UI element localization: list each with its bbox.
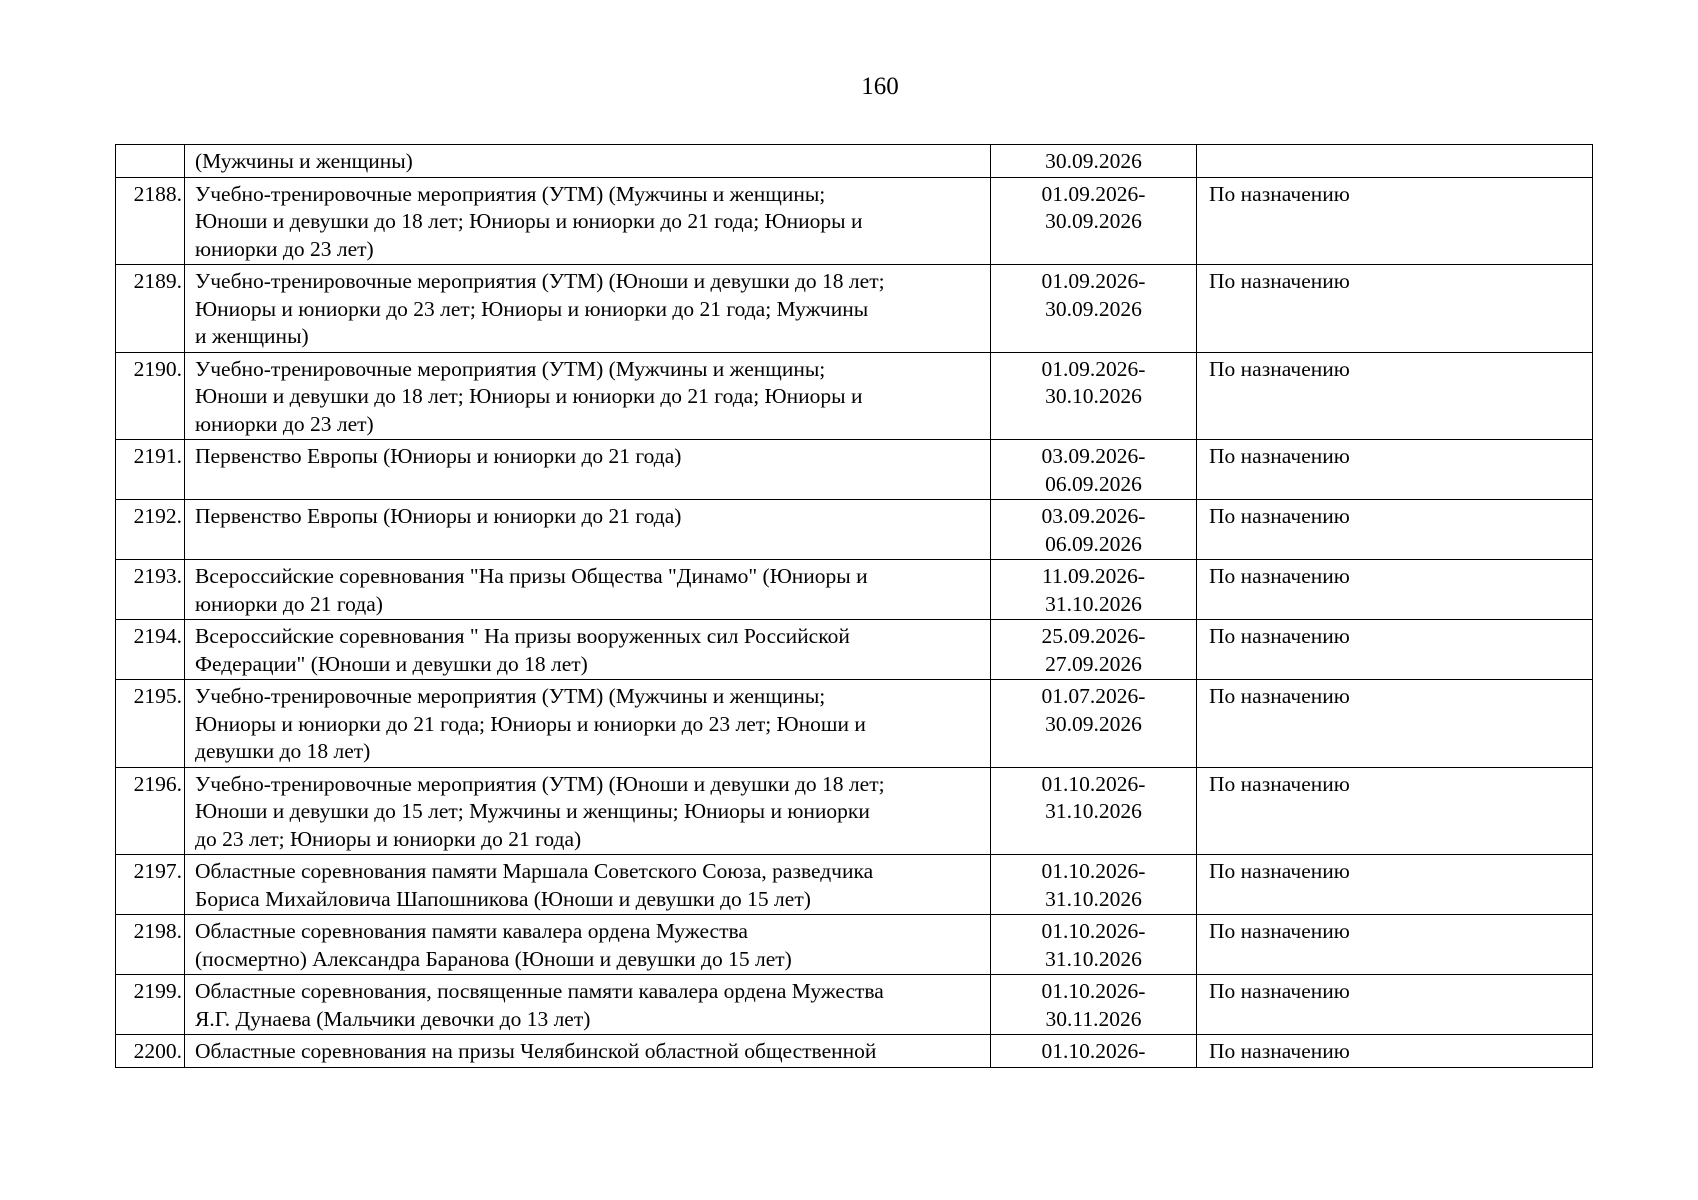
- row-number: 2190.: [116, 352, 185, 440]
- event-name-cell: [185, 560, 991, 620]
- date-start: 01.10.2026-: [1041, 771, 1146, 796]
- date-end: 06.09.2026: [1045, 471, 1142, 496]
- row-number: 2196.: [116, 767, 185, 855]
- event-assignment-cell: По назначению: [1197, 620, 1593, 680]
- table-row: [116, 560, 1593, 620]
- date-start: 11.09.2026-: [1041, 564, 1146, 588]
- event-name-cell: [185, 265, 991, 353]
- event-assignment-cell: По назначению: [1197, 177, 1593, 265]
- event-assignment-cell: По назначению: [1197, 560, 1593, 620]
- date-start: 01.07.2026-: [1041, 684, 1146, 708]
- event-name-line: Учебно-тренировочные мероприятия (УТМ) (Мужчины и женщины;: [195, 356, 826, 381]
- row-number: 2195.: [116, 680, 185, 768]
- event-assignment-cell: По назначению: [1197, 500, 1593, 560]
- event-name-cell: [185, 680, 991, 768]
- date-start: 30.09.2026: [1045, 149, 1142, 173]
- event-dates-cell: [991, 855, 1197, 915]
- page-number: 160: [861, 73, 899, 100]
- event-name-line: Первенство Европы (Юниоры и юниорки до 21 года): [195, 504, 682, 528]
- event-dates-cell: [991, 265, 1197, 353]
- event-dates-cell: [991, 440, 1197, 500]
- row-number: 2191.: [116, 440, 185, 500]
- event-name-line: Федерации" (Юноши и девушки до 18 лет): [195, 651, 588, 676]
- table-row: [116, 767, 1593, 855]
- date-start: 01.09.2026-: [1041, 269, 1146, 293]
- event-dates-cell: [991, 500, 1197, 560]
- event-name-cell: [185, 500, 991, 560]
- table-row: [116, 680, 1593, 768]
- table-row: [116, 915, 1593, 975]
- date-end: 30.09.2026: [1045, 711, 1142, 736]
- event-assignment-cell: По назначению: [1197, 915, 1593, 975]
- event-name-line: юниорки до 23 лет): [195, 236, 374, 261]
- event-dates-cell: [991, 560, 1197, 620]
- table-row: [116, 145, 1593, 178]
- date-end: 31.10.2026: [1045, 591, 1142, 616]
- row-number: 2198.: [116, 915, 185, 975]
- event-name-line: Учебно-тренировочные мероприятия (УТМ) (Мужчины и женщины;: [195, 181, 826, 206]
- event-name-line: юниорки до 23 лет): [195, 411, 374, 436]
- event-name-line: девушки до 18 лет): [195, 739, 371, 763]
- event-name-cell: [185, 440, 991, 500]
- event-dates-cell: [991, 680, 1197, 768]
- event-name-line: Всероссийские соревнования " На призы вооруженных сил Российской: [195, 624, 850, 648]
- date-start: 03.09.2026-: [1041, 504, 1146, 528]
- event-name-cell: [185, 975, 991, 1035]
- event-name-line: Юноши и девушки до 15 лет; Мужчины и женщины; Юниоры и юниорки: [195, 799, 870, 823]
- row-number: 2199.: [116, 975, 185, 1035]
- event-assignment-cell: По назначению: [1197, 440, 1593, 500]
- event-dates-cell: [991, 620, 1197, 680]
- row-number: 2192.: [116, 500, 185, 560]
- event-name-line: Областные соревнования, посвященные памяти кавалера ордена Мужества: [195, 979, 884, 1003]
- date-end: 31.10.2026: [1045, 946, 1142, 971]
- events-table: [115, 144, 1593, 1068]
- table-row: [116, 440, 1593, 500]
- event-assignment-cell: По назначению: [1197, 680, 1593, 768]
- event-assignment-cell: [1197, 145, 1593, 178]
- event-dates-cell: [991, 177, 1197, 265]
- row-number: 2194.: [116, 620, 185, 680]
- date-start: 01.10.2026-: [1041, 919, 1146, 943]
- event-name-line: Юноши и девушки до 18 лет; Юниоры и юниорки до 21 года; Юниоры и: [195, 209, 863, 233]
- date-end: 30.11.2026: [1045, 1006, 1142, 1031]
- table-row: [116, 855, 1593, 915]
- event-name-cell: [185, 915, 991, 975]
- event-name-line: Областные соревнования памяти кавалера ордена Мужества: [195, 919, 748, 943]
- event-assignment-cell: По назначению: [1197, 265, 1593, 353]
- date-end: 06.09.2026: [1045, 531, 1142, 556]
- table-row: [116, 1035, 1593, 1068]
- event-name-line: Я.Г. Дунаева (Мальчики девочки до 13 лет): [195, 1006, 591, 1031]
- event-name-line: Областные соревнования памяти Маршала Советского Союза, разведчика: [195, 859, 874, 883]
- table-row: [116, 620, 1593, 680]
- event-name-cell: [185, 352, 991, 440]
- event-name-line: Юниоры и юниорки до 21 года; Юниоры и юниорки до 23 лет; Юноши и: [195, 711, 866, 736]
- date-end: 31.10.2026: [1045, 886, 1142, 911]
- row-number: 2197.: [116, 855, 185, 915]
- date-start: 01.10.2026-: [1041, 1039, 1146, 1063]
- event-name-cell: [185, 145, 991, 178]
- event-assignment-cell: По назначению: [1197, 767, 1593, 855]
- date-start: 01.10.2026-: [1041, 859, 1146, 883]
- row-number: 2189.: [116, 265, 185, 353]
- event-name-line: и женщины): [195, 324, 309, 348]
- event-name-line: юниорки до 21 года): [195, 591, 383, 616]
- event-name-cell: [185, 620, 991, 680]
- events-table-body: [116, 145, 1593, 1068]
- event-assignment-cell: По назначению: [1197, 1035, 1593, 1068]
- event-name-line: Учебно-тренировочные мероприятия (УТМ) (Мужчины и женщины;: [195, 684, 826, 708]
- event-dates-cell: [991, 915, 1197, 975]
- table-row: [116, 352, 1593, 440]
- event-dates-cell: [991, 145, 1197, 178]
- date-start: 01.10.2026-: [1041, 979, 1146, 1003]
- date-end: 30.09.2026: [1045, 296, 1142, 321]
- event-name-line: (Мужчины и женщины): [195, 149, 413, 173]
- event-name-cell: [185, 177, 991, 265]
- event-name-line: Юноши и девушки до 18 лет; Юниоры и юниорки до 21 года; Юниоры и: [195, 384, 863, 408]
- event-name-line: Первенство Европы (Юниоры и юниорки до 21 года): [195, 444, 682, 468]
- event-name-line: Юниоры и юниорки до 23 лет; Юниоры и юниорки до 21 года; Мужчины: [195, 296, 869, 321]
- event-name-cell: [185, 855, 991, 915]
- table-row: [116, 177, 1593, 265]
- row-number: 2200.: [116, 1035, 185, 1068]
- row-number: 2193.: [116, 560, 185, 620]
- event-name-cell: [185, 1035, 991, 1068]
- event-assignment-cell: По назначению: [1197, 855, 1593, 915]
- table-row: [116, 265, 1593, 353]
- date-start: 01.09.2026-: [1041, 181, 1146, 206]
- row-number: 2188.: [116, 177, 185, 265]
- table-row: [116, 500, 1593, 560]
- date-start: 25.09.2026-: [1041, 624, 1146, 648]
- date-end: 31.10.2026: [1045, 799, 1142, 823]
- date-start: 01.09.2026-: [1041, 356, 1146, 381]
- event-dates-cell: [991, 975, 1197, 1035]
- event-name-line: до 23 лет; Юниоры и юниорки до 21 года): [195, 826, 582, 851]
- event-name-line: (посмертно) Александра Баранова (Юноши и девушки до 15 лет): [195, 946, 792, 971]
- event-dates-cell: [991, 767, 1197, 855]
- date-start: 03.09.2026-: [1041, 444, 1146, 468]
- date-end: 30.10.2026: [1045, 384, 1142, 408]
- event-dates-cell: [991, 1035, 1197, 1068]
- date-end: 27.09.2026: [1045, 651, 1142, 676]
- event-assignment-cell: По назначению: [1197, 352, 1593, 440]
- row-number: [116, 145, 185, 178]
- table-row: [116, 975, 1593, 1035]
- date-end: 30.09.2026: [1045, 209, 1142, 233]
- event-name-cell: [185, 767, 991, 855]
- event-dates-cell: [991, 352, 1197, 440]
- event-name-line: Учебно-тренировочные мероприятия (УТМ) (Юноши и девушки до 18 лет;: [195, 771, 885, 796]
- event-assignment-cell: По назначению: [1197, 975, 1593, 1035]
- event-name-line: Учебно-тренировочные мероприятия (УТМ) (Юноши и девушки до 18 лет;: [195, 269, 885, 293]
- event-name-line: Бориса Михайловича Шапошникова (Юноши и девушки до 15 лет): [195, 886, 811, 911]
- event-name-line: Областные соревнования на призы Челябинской областной общественной: [195, 1039, 877, 1063]
- event-name-line: Всероссийские соревнования "На призы Общества "Динамо" (Юниоры и: [195, 564, 868, 588]
